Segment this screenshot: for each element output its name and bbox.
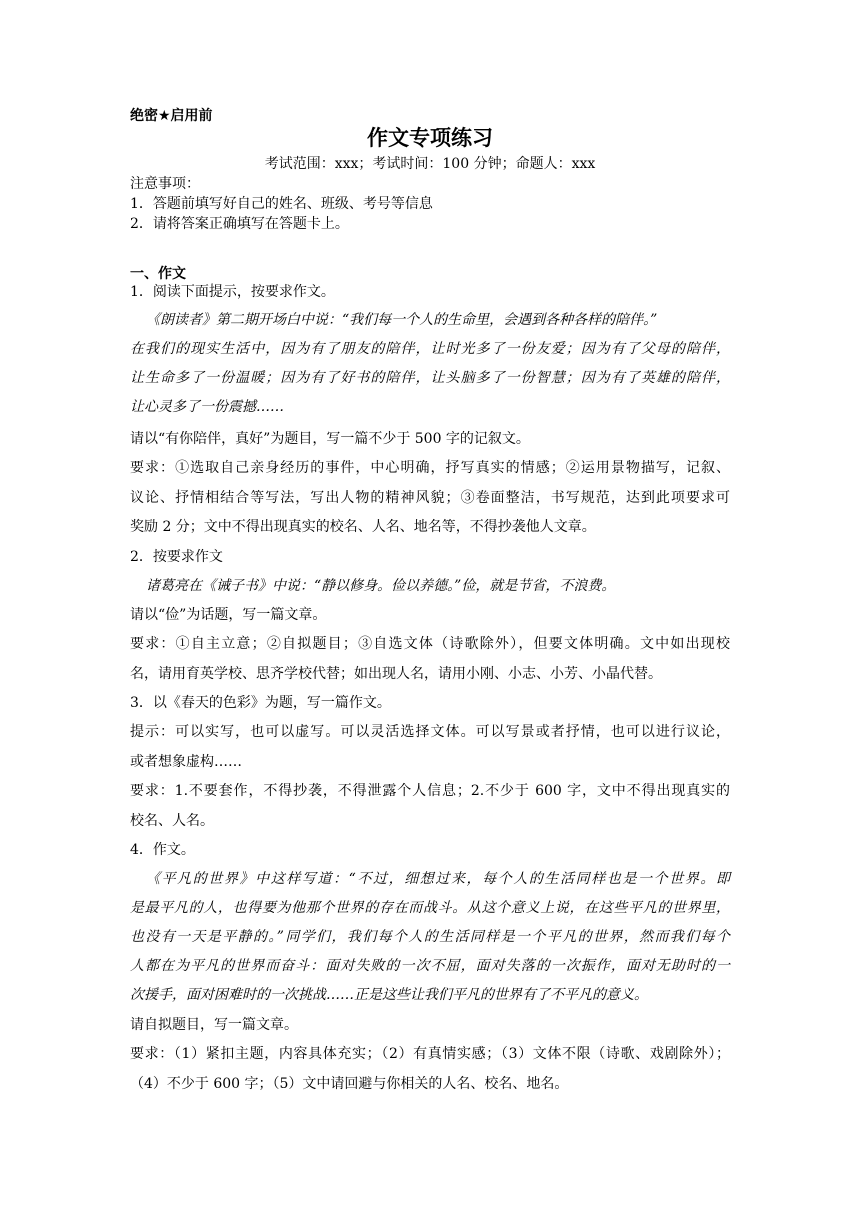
- question-3-heading: 3．以《春天的色彩》为题，写一篇作文。: [130, 695, 391, 711]
- question-4-passage-line: 也没有一天是平静的。”同学们，我们每个人的生活同样是一个平凡的世界，然而我们每个: [130, 929, 730, 945]
- question-1-heading: 1．阅读下面提示，按要求作文。: [130, 284, 335, 300]
- question-1-passage-line: 让生命多了一份温暖；因为有了好书的陪伴，让头脑多了一份智慧；因为有了英雄的陪伴，: [130, 370, 730, 386]
- page-title: 作文专项练习: [367, 126, 493, 150]
- question-3-hint-line: 提示：可以实写，也可以虚写。可以灵活选择文体。可以写景或者抒情，也可以进行议论，: [130, 724, 730, 740]
- note-item-1: 1．答题前填写好自己的姓名、班级、考号等信息: [130, 196, 433, 212]
- question-2-requirement-line: 要求：①自主立意；②自拟题目；③自选文体（诗歌除外），但要文体明确。文中如出现校: [130, 636, 730, 652]
- question-4-requirement-line: 要求：（1）紧扣主题，内容具体充实；（2）有真情实感；（3）文体不限（诗歌、戏剧除外）；: [130, 1046, 730, 1062]
- question-4-prompt: 请自拟题目，写一篇文章。: [130, 1017, 298, 1033]
- section-title: 一、作文: [130, 266, 186, 282]
- question-1-passage-line: 在我们的现实生活中，因为有了朋友的陪伴，让时光多了一份友爱；因为有了父母的陪伴，: [130, 341, 730, 357]
- question-3-requirement-line: 要求：1.不要套作，不得抄袭，不得泄露个人信息；2.不少于 600 字，文中不得出现真实的: [130, 783, 730, 799]
- question-2-passage: 诸葛亮在《诫子书》中说：“静以修身。俭以养德。”俭，就是节省，不浪费。: [146, 578, 616, 594]
- question-4-heading: 4．作文。: [130, 842, 195, 858]
- question-3-hint-line: 或者想象虚构……: [130, 754, 242, 770]
- question-4-requirement-line: （4）不少于 600 字；（5）文中请回避与你相关的人名、校名、地名。: [130, 1076, 569, 1092]
- question-2-prompt: 请以“俭”为话题，写一篇文章。: [130, 607, 327, 623]
- question-4-passage-line: 《平凡的世界》中这样写道：“不过，细想过来，每个人的生活同样也是一个世界。即: [146, 871, 730, 887]
- question-1-requirement-line: 要求：①选取自己亲身经历的事件，中心明确，抒写真实的情感；②运用景物描写，记叙、: [130, 460, 730, 476]
- note-item-2: 2．请将答案正确填写在答题卡上。: [130, 216, 349, 232]
- question-1-requirement-line: 议论、抒情相结合等写法，写出人物的精神风貌；③卷面整洁，书写规范，达到此项要求可: [130, 490, 730, 506]
- question-1-passage-line: 让心灵多了一份震撼……: [130, 399, 284, 415]
- question-4-passage-line: 次援手，面对困难时的一次挑战……正是这些让我们平凡的世界有了不平凡的意义。: [130, 987, 648, 1003]
- exam-info: 考试范围：xxx；考试时间：100 分钟；命题人：xxx: [264, 156, 596, 172]
- question-3-requirement-line: 校名、人名。: [130, 813, 214, 829]
- notes-label: 注意事项：: [130, 176, 200, 192]
- confidential-label: 绝密★启用前: [130, 108, 213, 124]
- question-4-passage-line: 是最平凡的人，也得要为他那个世界的存在而战斗。从这个意义上说，在这些平凡的世界里，: [130, 900, 730, 916]
- question-1-requirement-line: 奖励 2 分；文中不得出现真实的校名、人名、地名等，不得抄袭他人文章。: [130, 519, 596, 535]
- question-1-passage-line: 《朗读者》第二期开场白中说：“我们每一个人的生命里，会遇到各种各样的陪伴。”: [146, 312, 658, 328]
- question-1-prompt: 请以“有你陪伴，真好”为题目，写一篇不少于 500 字的记叙文。: [130, 431, 530, 447]
- question-2-heading: 2．按要求作文: [130, 549, 223, 565]
- question-4-passage-line: 人都在为平凡的世界而奋斗：面对失败的一次不屈，面对失落的一次振作，面对无助时的一: [130, 958, 730, 974]
- question-2-requirement-line: 名，请用育英学校、思齐学校代替；如出现人名，请用小刚、小志、小芳、小晶代替。: [130, 666, 662, 682]
